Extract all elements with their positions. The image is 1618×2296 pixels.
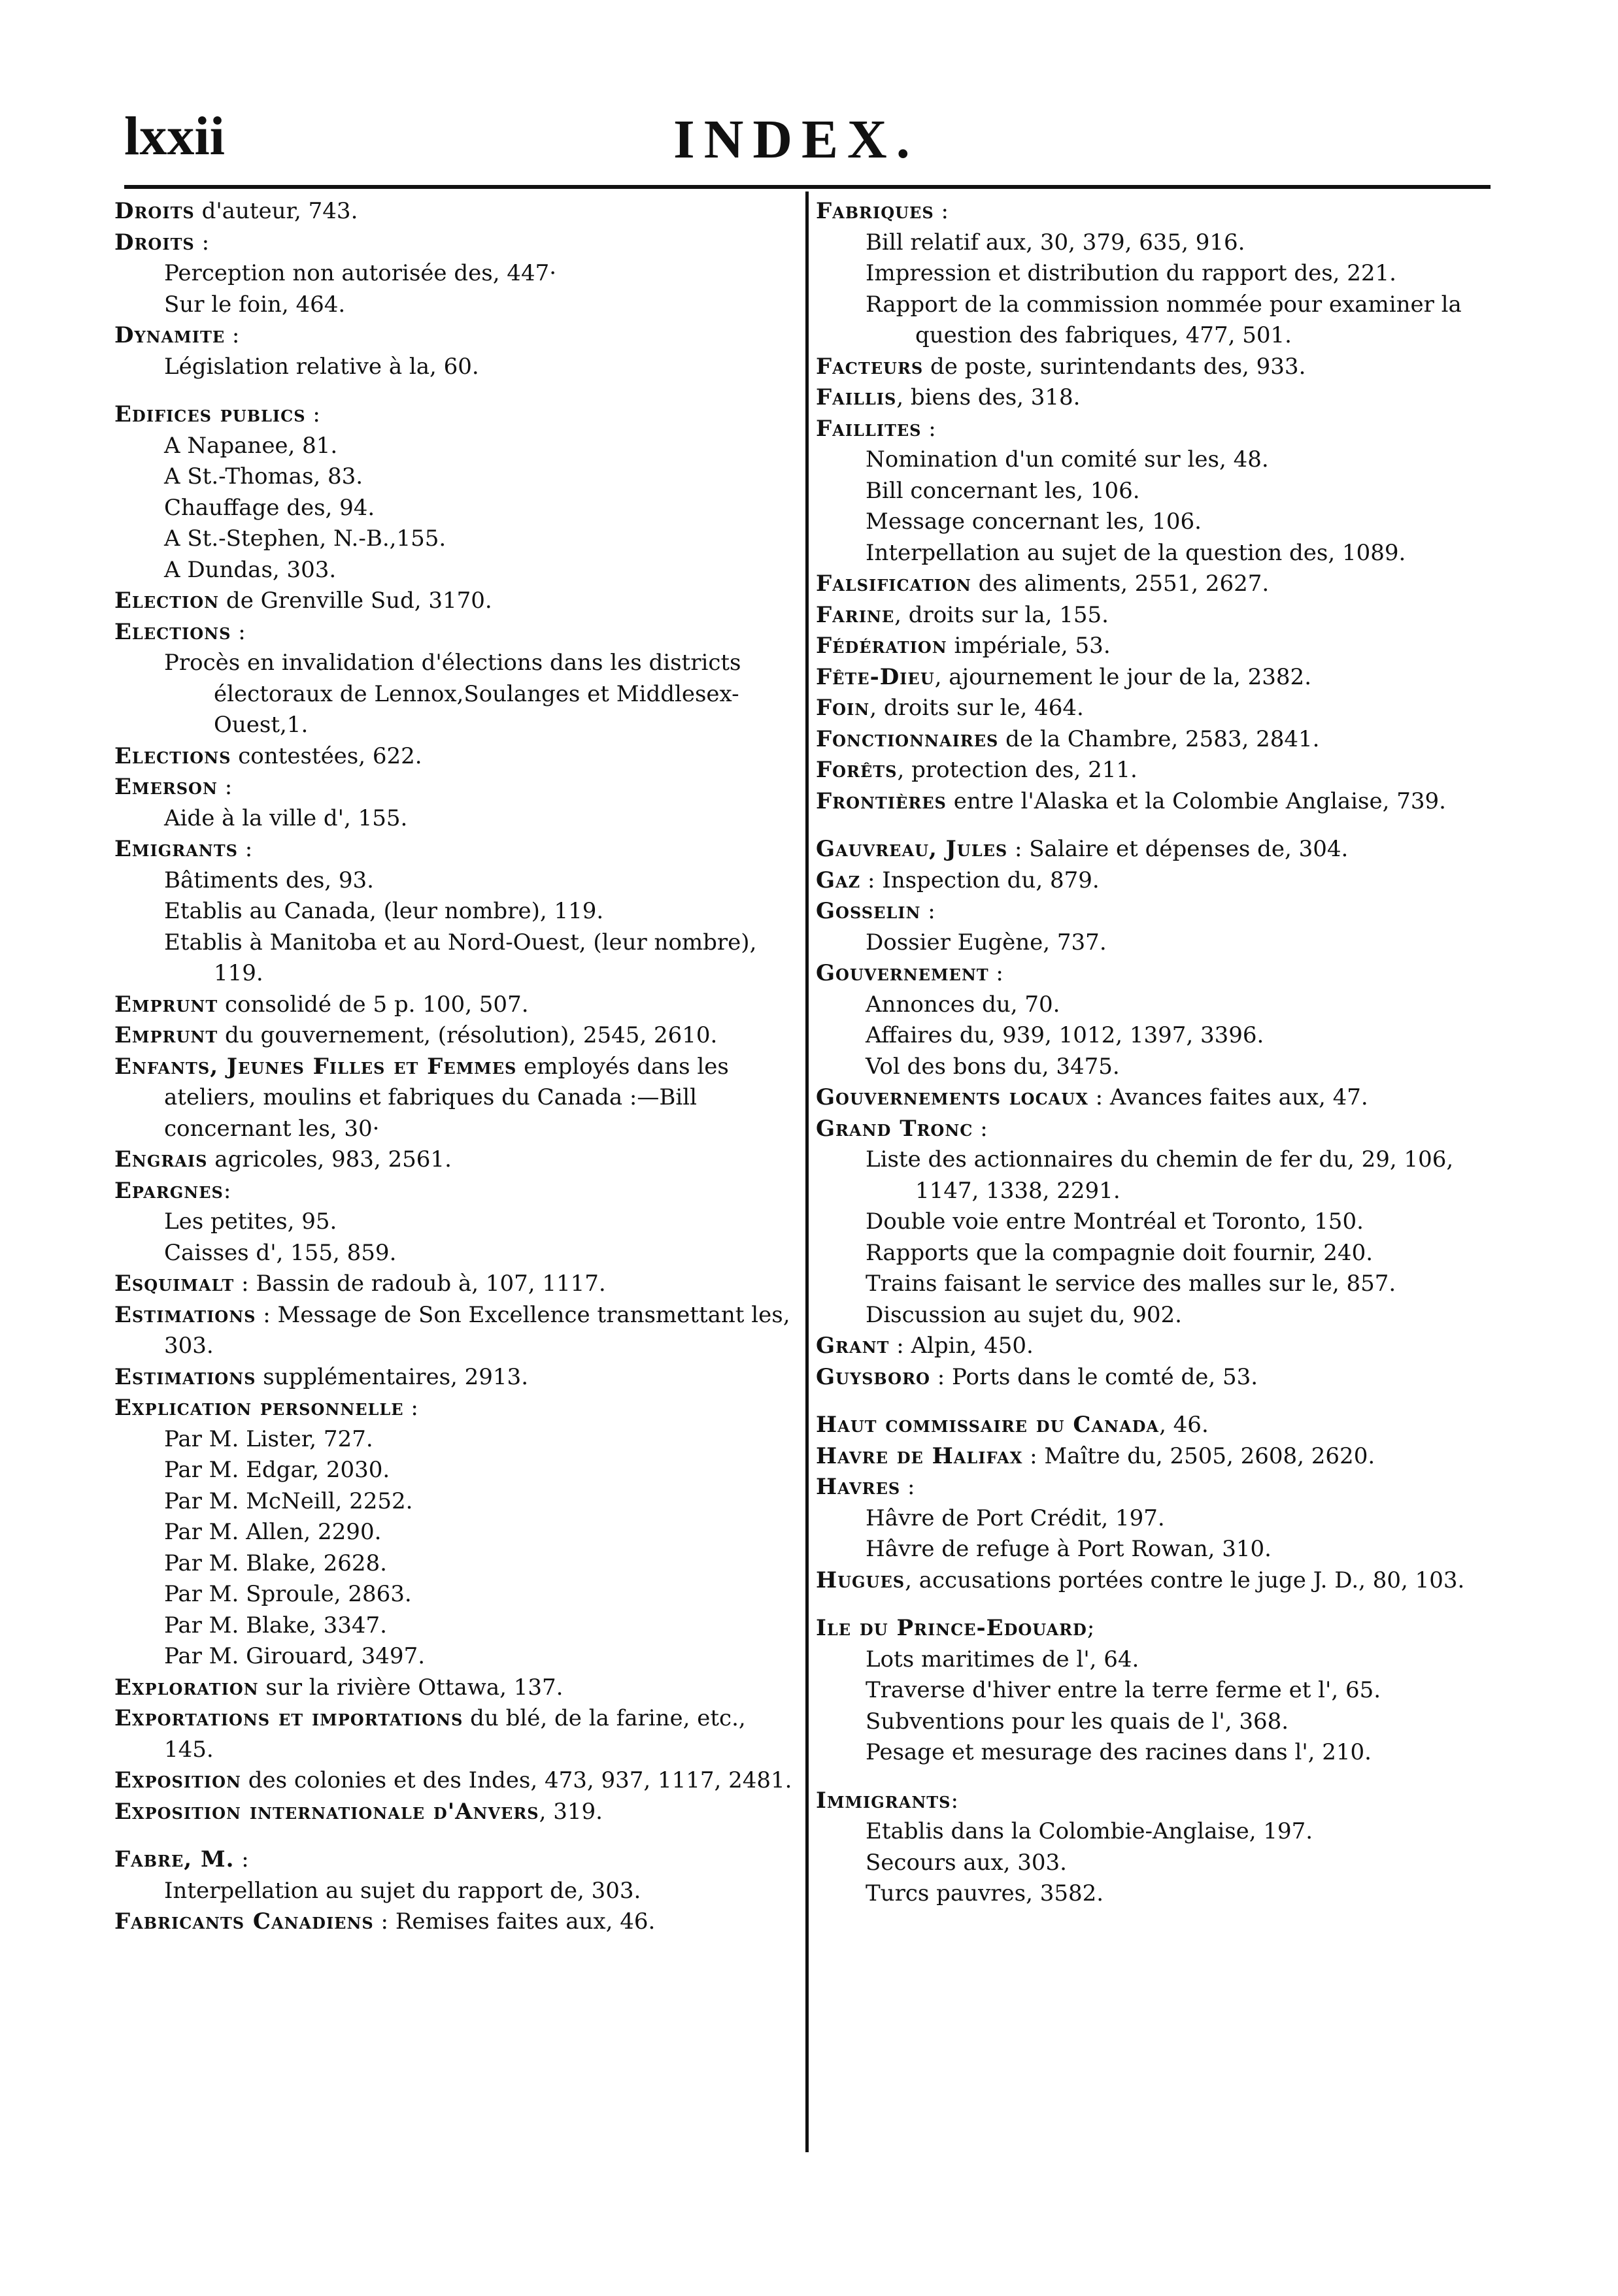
index-entry-heading: Ile du Prince-Edouard xyxy=(816,1615,1087,1641)
index-subentry: Interpellation au sujet du rapport de, 303. xyxy=(164,1877,641,1904)
index-entry xyxy=(816,1114,1496,1145)
index-entry xyxy=(114,834,794,865)
index-entry xyxy=(816,1441,1496,1472)
index-entry-heading: Havres xyxy=(816,1474,901,1500)
index-entry-text: : xyxy=(223,1177,231,1204)
index-entry-heading: Falsification xyxy=(816,571,971,597)
index-entry-heading: Elections xyxy=(114,618,231,645)
index-entry-text: : xyxy=(988,960,1003,986)
index-entry-text: : xyxy=(305,401,320,427)
index-entry-heading: Epargnes xyxy=(114,1177,224,1204)
index-entry xyxy=(114,741,794,773)
index-entry xyxy=(816,1331,1496,1362)
index-entry-heading: Fonctionnaires xyxy=(816,725,999,752)
index-subentry: Dossier Eugène, 737. xyxy=(866,929,1107,956)
index-entry-text: des aliments, 2551, 2627. xyxy=(971,571,1270,597)
index-entry-text: : xyxy=(237,836,253,862)
index-subentry: A Napanee, 81. xyxy=(164,432,338,459)
index-entry-text: : xyxy=(234,1846,249,1872)
index-subentry: Liste des actionnaires du chemin de fer du, 29, 106, 1147, 1338, 2291. xyxy=(866,1146,1454,1204)
index-subentry: A Dundas, 303. xyxy=(164,556,337,583)
index-subentry: Subventions pour les quais de l', 368. xyxy=(866,1708,1289,1735)
index-subentry: Par M. Blake, 3347. xyxy=(164,1612,387,1639)
index-subentry: Etablis au Canada, (leur nombre), 119. xyxy=(164,898,604,924)
index-subentry: Par M. Sproule, 2863. xyxy=(164,1581,412,1607)
index-entry-text: : Ports dans le comté de, 53. xyxy=(930,1363,1258,1390)
index-entry-text: : xyxy=(921,415,936,442)
index-entry-text: de poste, surintendants des, 933. xyxy=(923,353,1306,380)
index-entry xyxy=(114,1797,794,1828)
index-entry-text: du gouvernement, (résolution), 2545, 2610. xyxy=(218,1022,718,1048)
index-entry-heading: Fête-Dieu xyxy=(816,663,935,690)
index-entry-text: du blé, de la farine, etc., 145. xyxy=(164,1705,746,1763)
index-subentry: A St.-Thomas, 83. xyxy=(164,463,363,490)
index-entry xyxy=(816,196,1496,227)
section-gap xyxy=(114,382,794,399)
index-entry-text: impériale, 53. xyxy=(947,633,1111,659)
index-entry-text: : xyxy=(403,1395,418,1421)
index-entry xyxy=(114,1703,794,1765)
index-subentry: A St.-Stephen, N.-B.,155. xyxy=(164,525,447,552)
index-entry-text: : xyxy=(934,198,949,224)
index-entry xyxy=(816,755,1496,786)
index-subentry: Pesage et mesurage des racines dans l', 210. xyxy=(866,1739,1372,1765)
index-entry-heading: Frontières xyxy=(816,788,947,814)
index-entry xyxy=(816,896,1496,927)
index-subentry: Impression et distribution du rapport des, 221. xyxy=(866,260,1396,286)
index-entry-heading: Immigrants xyxy=(816,1787,951,1814)
index-subentry: Rapports que la compagnie doit fournir, 240. xyxy=(866,1239,1374,1266)
index-entry xyxy=(816,1472,1496,1503)
index-entry xyxy=(114,1672,794,1704)
index-entry-heading: Estimations xyxy=(114,1301,256,1328)
index-entry xyxy=(114,1765,794,1797)
index-subentry: Traverse d'hiver entre la terre ferme et l', 65. xyxy=(866,1677,1381,1703)
section-gap xyxy=(816,817,1496,834)
index-subentry: Les petites, 95. xyxy=(164,1208,337,1235)
index-entry-heading: Explication personnelle xyxy=(114,1395,404,1421)
index-entry-text: : Remises faites aux, 46. xyxy=(373,1908,656,1935)
index-entry xyxy=(114,1052,794,1145)
index-entry-heading: Haut commissaire du Canada xyxy=(816,1412,1160,1438)
index-subentry: Par M. Blake, 2628. xyxy=(164,1550,387,1576)
index-entry xyxy=(114,617,794,648)
index-entry-text: d'auteur, 743. xyxy=(194,198,358,224)
index-entry-heading: Exposition xyxy=(114,1767,241,1793)
index-entry xyxy=(114,772,794,803)
index-entry xyxy=(114,1906,794,1938)
index-subentry: Par M. Edgar, 2030. xyxy=(164,1457,390,1483)
index-entry-text: : xyxy=(225,322,240,348)
index-entry-text: supplémentaires, 2913. xyxy=(256,1363,529,1390)
index-entry xyxy=(816,662,1496,693)
index-entry-text: : Avances faites aux, 47. xyxy=(1088,1084,1368,1110)
index-entry-heading: Gaz xyxy=(816,867,861,893)
index-entry-text: : xyxy=(951,1787,958,1814)
index-subentry: Par M. Lister, 727. xyxy=(164,1425,373,1452)
left-column xyxy=(114,196,794,1938)
index-subentry: Interpellation au sujet de la question des, 1089. xyxy=(866,539,1406,566)
index-entry-text: : xyxy=(194,229,210,256)
index-subentry: Procès en invalidation d'élections dans les districts électoraux de Lennox,Soulanges et Middlesex-Ouest,1. xyxy=(164,650,741,738)
index-subentry: Par M. Allen, 2290. xyxy=(164,1519,382,1545)
index-entry xyxy=(816,724,1496,756)
index-entry xyxy=(816,834,1496,865)
index-entry-text: : Maître du, 2505, 2608, 2620. xyxy=(1022,1442,1375,1469)
index-entry xyxy=(114,990,794,1021)
index-subentry: Bill relatif aux, 30, 379, 635, 916. xyxy=(866,229,1245,256)
index-subentry: Lots maritimes de l', 64. xyxy=(866,1646,1139,1672)
index-entry-heading: Gauvreau, Jules xyxy=(816,836,1008,862)
index-entry-heading: Gouvernement xyxy=(816,960,989,986)
index-entry xyxy=(114,1362,794,1393)
index-subentry: Par M. McNeill, 2252. xyxy=(164,1488,413,1514)
index-entry xyxy=(816,786,1496,818)
section-gap xyxy=(114,1827,794,1844)
index-subentry: Aide à la ville d', 155. xyxy=(164,805,408,831)
index-entry-text: agricoles, 983, 2561. xyxy=(207,1146,452,1173)
index-entry-heading: Emigrants xyxy=(114,836,238,862)
index-entry-heading: Estimations xyxy=(114,1363,256,1390)
index-entry-text: : Message de Son Excellence transmettant les, 303. xyxy=(164,1301,790,1359)
index-subentry: Législation relative à la, 60. xyxy=(164,353,479,380)
index-entry xyxy=(816,693,1496,724)
index-entry-heading: Emerson xyxy=(114,774,218,800)
index-entry xyxy=(816,1082,1496,1114)
index-subentry: Caisses d', 155, 859. xyxy=(164,1239,397,1266)
index-entry-heading: Grant xyxy=(816,1333,890,1359)
index-entry-text: , 46. xyxy=(1159,1412,1209,1438)
index-entry xyxy=(114,1844,794,1876)
index-entry xyxy=(816,382,1496,414)
index-entry-text: ; xyxy=(1087,1615,1095,1641)
index-entry xyxy=(114,1300,794,1362)
index-entry-heading: Exposition internationale d'Anvers xyxy=(114,1798,539,1825)
index-entry-text: : xyxy=(231,618,246,645)
header-rule xyxy=(124,185,1491,189)
index-entry xyxy=(816,1410,1496,1441)
index-entry xyxy=(114,1176,794,1207)
index-entry xyxy=(114,1144,794,1176)
index-subentry: Hâvre de refuge à Port Rowan, 310. xyxy=(866,1536,1272,1562)
index-entry-text: des colonies et des Indes, 473, 937, 1117, 2481. xyxy=(241,1767,792,1793)
index-entry-heading: Emprunt xyxy=(114,1022,218,1048)
index-entry-heading: Fabricants Canadiens xyxy=(114,1908,374,1935)
index-entry-heading: Faillis xyxy=(816,384,897,410)
index-entry-heading: Guysboro xyxy=(816,1363,930,1390)
index-entry-text: sur la rivière Ottawa, 137. xyxy=(258,1674,564,1701)
index-entry-text: , ajournement le jour de la, 2382. xyxy=(934,663,1311,690)
index-entry xyxy=(114,1393,794,1424)
index-entry-heading: Hugues xyxy=(816,1567,905,1593)
index-entry-text: , protection des, 211. xyxy=(897,757,1138,783)
index-entry xyxy=(816,1786,1496,1817)
index-entry-heading: Election xyxy=(114,588,220,614)
index-entry-heading: Emprunt xyxy=(114,991,218,1018)
index-subentry: Etablis à Manitoba et au Nord-Ouest, (leur nombre), 119. xyxy=(164,929,757,986)
index-subentry: Hâvre de Port Crédit, 197. xyxy=(866,1505,1165,1531)
index-subentry: Affaires du, 939, 1012, 1397, 3396. xyxy=(866,1022,1264,1048)
index-entry-text: : xyxy=(973,1115,988,1142)
index-entry-heading: Edifices publics xyxy=(114,401,306,427)
index-entry xyxy=(816,569,1496,600)
index-entry-heading: Droits xyxy=(114,229,195,256)
page-title: INDEX. xyxy=(673,109,919,170)
index-entry xyxy=(816,958,1496,990)
index-entry-text: : xyxy=(900,1474,915,1500)
index-entry-heading: Elections xyxy=(114,742,231,769)
index-entry-text: , 319. xyxy=(539,1798,603,1825)
index-entry xyxy=(114,227,794,259)
index-entry-text: entre l'Alaska et la Colombie Anglaise, 739. xyxy=(946,788,1446,814)
page-number: lxxii xyxy=(124,106,226,167)
index-subentry: Rapport de la commission nommée pour examiner la question des fabriques, 477, 501. xyxy=(866,291,1462,348)
index-entry-heading: Gosselin xyxy=(816,898,921,924)
index-entry-heading: Fédération xyxy=(816,633,947,659)
index-entry-heading: Exploration xyxy=(114,1674,259,1701)
index-entry-text: de Grenville Sud, 3170. xyxy=(219,588,492,614)
index-entry-text: : xyxy=(920,898,935,924)
index-entry xyxy=(816,352,1496,383)
index-subentry: Turcs pauvres, 3582. xyxy=(866,1880,1104,1906)
index-subentry: Vol des bons du, 3475. xyxy=(866,1053,1120,1080)
index-entry-heading: Fabriques xyxy=(816,198,934,224)
index-entry-text: consolidé de 5 p. 100, 507. xyxy=(218,991,529,1018)
index-entry xyxy=(816,1613,1496,1644)
index-subentry: Discussion au sujet du, 902. xyxy=(866,1301,1182,1328)
index-subentry: Etablis dans la Colombie-Anglaise, 197. xyxy=(866,1818,1313,1844)
section-gap xyxy=(816,1596,1496,1613)
index-entry-text: employés dans les ateliers, moulins et fabriques du Canada :—Bill concernant les, 30· xyxy=(164,1053,729,1142)
index-entry-text: contestées, 622. xyxy=(231,742,422,769)
index-entry-heading: Droits xyxy=(114,198,195,224)
index-entry-text: : Inspection du, 879. xyxy=(860,867,1100,893)
index-entry xyxy=(816,600,1496,631)
index-subentry: Sur le foin, 464. xyxy=(164,291,346,318)
index-entry-text: : Bassin de radoub à, 107, 1117. xyxy=(234,1271,606,1297)
index-entry-heading: Dynamite xyxy=(114,322,226,348)
index-entry-heading: Fabre, M. xyxy=(114,1846,235,1872)
index-subentry: Nomination d'un comité sur les, 48. xyxy=(866,446,1269,473)
index-entry-heading: Esquimalt xyxy=(114,1271,235,1297)
index-entry-text: : Alpin, 450. xyxy=(889,1333,1034,1359)
index-entry xyxy=(114,196,794,227)
index-entry xyxy=(114,1020,794,1052)
index-entry-heading: Foin xyxy=(816,695,870,721)
index-entry-text: : xyxy=(217,774,233,800)
section-gap xyxy=(816,1393,1496,1410)
index-subentry: Chauffage des, 94. xyxy=(164,494,375,521)
index-entry-text: de la Chambre, 2583, 2841. xyxy=(998,725,1320,752)
index-subentry: Message concernant les, 106. xyxy=(866,508,1202,535)
index-entry-text: , accusations portées contre le juge J. D., 80, 103. xyxy=(905,1567,1465,1593)
index-subentry: Par M. Girouard, 3497. xyxy=(164,1643,426,1669)
index-entry-heading: Forêts xyxy=(816,757,898,783)
index-subentry: Trains faisant le service des malles sur le, 857. xyxy=(866,1271,1396,1297)
index-subentry: Double voie entre Montréal et Toronto, 150. xyxy=(866,1208,1364,1235)
index-entry xyxy=(816,631,1496,662)
index-entry-heading: Enfants, Jeunes Filles et Femmes xyxy=(114,1053,517,1080)
index-entry-heading: Engrais xyxy=(114,1146,208,1173)
index-entry xyxy=(816,865,1496,897)
column-divider xyxy=(805,191,809,2152)
index-subentry: Bâtiments des, 93. xyxy=(164,867,374,893)
index-subentry: Annonces du, 70. xyxy=(866,991,1060,1018)
index-entry xyxy=(114,399,794,431)
index-entry xyxy=(114,1269,794,1300)
index-subentry: Bill concernant les, 106. xyxy=(866,477,1140,504)
index-entry-heading: Facteurs xyxy=(816,353,924,380)
index-entry-heading: Gouvernements locaux xyxy=(816,1084,1088,1110)
index-entry-text: , droits sur le, 464. xyxy=(869,695,1084,721)
index-entry-text: , biens des, 318. xyxy=(896,384,1081,410)
index-entry-text: , droits sur la, 155. xyxy=(894,601,1109,628)
index-entry xyxy=(114,586,794,617)
index-entry xyxy=(816,414,1496,445)
index-entry xyxy=(114,320,794,352)
index-entry-heading: Exportations et importations xyxy=(114,1705,463,1731)
index-entry-text: : Salaire et dépenses de, 304. xyxy=(1007,836,1349,862)
index-subentry: Secours aux, 303. xyxy=(866,1849,1067,1876)
index-entry xyxy=(816,1565,1496,1597)
index-entry-heading: Faillites xyxy=(816,415,922,442)
index-entry-heading: Farine xyxy=(816,601,895,628)
index-entry-heading: Grand Tronc xyxy=(816,1115,973,1142)
right-column xyxy=(816,196,1496,1910)
index-subentry: Perception non autorisée des, 447· xyxy=(164,260,557,286)
index-entry-heading: Havre de Halifax xyxy=(816,1442,1023,1469)
index-entry xyxy=(816,1362,1496,1393)
section-gap xyxy=(816,1769,1496,1786)
